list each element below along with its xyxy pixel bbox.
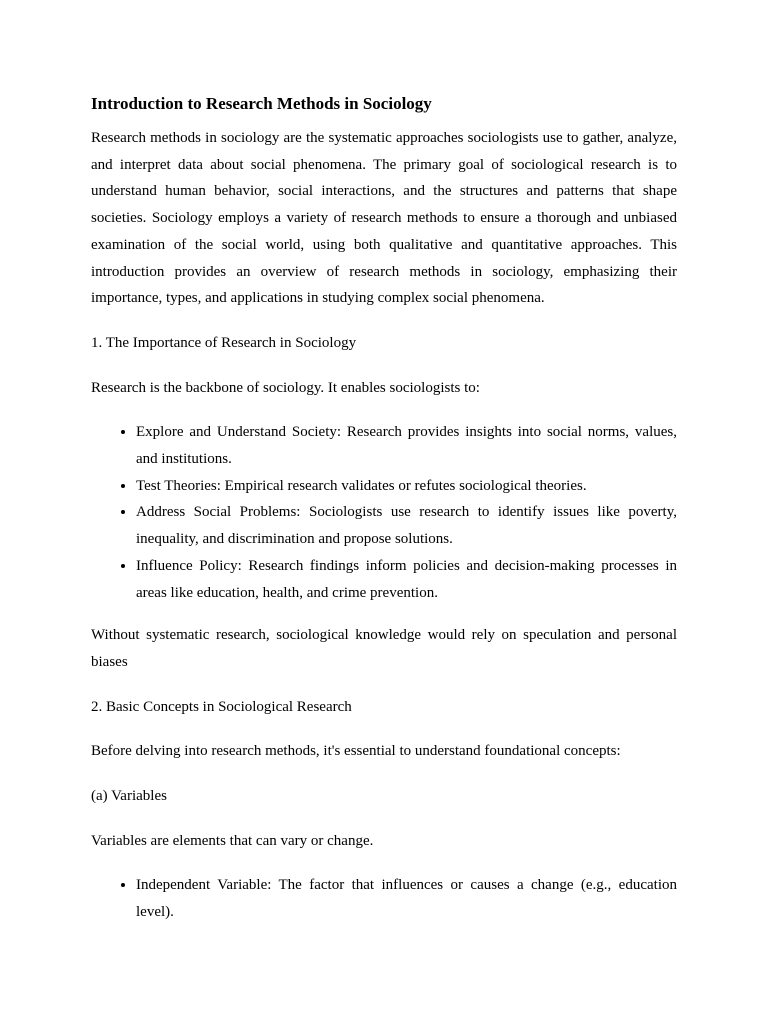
list-item: • Address Social Problems: Sociologists use research to identify issues like poverty, inequality, and discrimination and propose solutions. (136, 499, 677, 552)
variables-list (91, 872, 677, 925)
list-item: • Influence Policy: Research findings inform policies and decision-making processes in areas like education, health, and crime prevention. (136, 553, 677, 606)
section1-list (91, 419, 677, 606)
section1-lead: Research is the backbone of sociology. It enables sociologists to: (91, 379, 480, 396)
document-page (91, 93, 677, 942)
document-title: Introduction to Research Methods in Sociology (91, 94, 432, 113)
variables-lead: Variables are elements that can vary or change. (91, 832, 374, 849)
section1-heading: 1. The Importance of Research in Sociology (91, 334, 357, 351)
intro-paragraph: Research methods in sociology are the systematic approaches sociologists use to gather, analyze, and interpret data about social phenomena. The primary goal of sociological research is to understand human behavior, social interactions, and the structures and patterns that shape societies. Sociology employs a variety of research methods to ensure a thorough and unbiased examination of the social world, using both qualitative and quantitative approaches. This introduction provides an overview of research methods in sociology, emphasizing their importance, types, and applications in studying complex social phenomena. (91, 130, 677, 307)
section2-lead: Before delving into research methods, it's essential to understand foundational concepts: (91, 743, 621, 760)
list-item: • Independent Variable: The factor that influences or causes a change (e.g., education level). (136, 872, 677, 925)
section1-closing: Without systematic research, sociological knowledge would rely on speculation and personal biases (91, 627, 677, 670)
variables-subheading: (a) Variables (91, 788, 167, 805)
section2-heading: 2. Basic Concepts in Sociological Research (91, 698, 352, 715)
list-item: • Test Theories: Empirical research validates or refutes sociological theories. (136, 473, 677, 500)
list-item: • Explore and Understand Society: Research provides insights into social norms, values, and institutions. (136, 419, 677, 472)
